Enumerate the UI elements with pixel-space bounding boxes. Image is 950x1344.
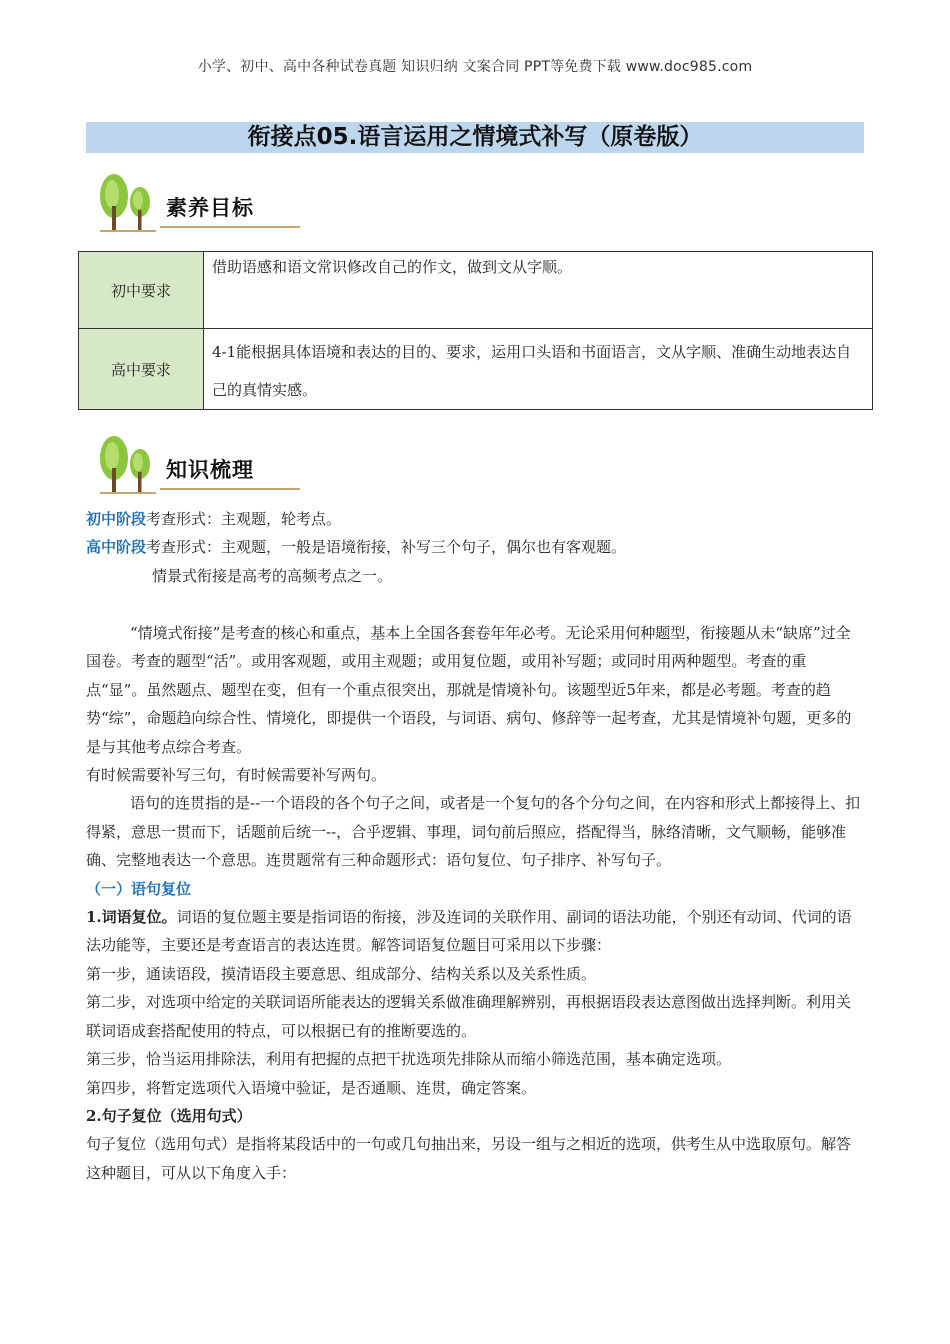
section-heading-goals [96, 172, 306, 234]
requirement-label: 初中要求 [79, 252, 204, 329]
document-title: 衔接点05.语言运用之情境式补写（原卷版） [86, 122, 864, 153]
section-title-knowledge: 知识梳理 [166, 458, 254, 482]
stage-note: 情景式衔接是高考的高频考点之一。 [152, 566, 393, 585]
requirements-table [78, 251, 873, 410]
requirement-text: 借助语感和语文常识修改自己的作文，做到文从字顺。 [204, 252, 873, 329]
junior-stage [86, 505, 864, 533]
step: 第二步，对选项中给定的关联词语所能表达的逻辑关系做准确理解辨别，再根据语段表达意图做出选择判断。利用关联词语成套搭配使用的特点，可以根据已有的推断要选的。 [86, 993, 852, 1040]
senior-stage-label: 高中阶段 [86, 538, 147, 557]
senior-stage-text: 考查形式：主观题，一般是语境衔接，补写三个句子，偶尔也有客观题。 [146, 538, 627, 557]
section-underline [160, 488, 300, 490]
section-heading-knowledge [96, 434, 306, 496]
page-header: 小学、初中、高中各种试卷真题 知识归纳 文案合同 PPT等免费下载 www.doc985.com [197, 59, 753, 75]
tree-icon [96, 434, 160, 496]
junior-stage-text: 考查形式：主观题，轮考点。 [146, 510, 342, 528]
table-row [79, 329, 873, 410]
junior-stage-label: 初中阶段 [86, 510, 147, 528]
item-title: 2.句子复位（选用句式） [86, 1106, 252, 1125]
stage-block [86, 505, 864, 590]
section-title-goals: 素养目标 [166, 196, 254, 220]
paragraph: 句子复位（选用句式）是指将某段话中的一句或几句抽出来，另设一组与之相近的选项，供考生从中选取原句。解答这种题目，可从以下角度入手： [86, 1135, 852, 1182]
paragraph: “情境式衔接”是考查的核心和重点，基本上全国各套卷年年必考。无论采用何种题型，衔接题从未“缺席”过全国卷。考查的题型“活”。或用客观题，或用主观题；或用复位题，或用补写题；或同时用两种题型。考查的重点“显”。虽然题点、题型在变，但有一个重点很突出，那就是情境补句。该题型近5年来，都是必考题。考查的趋势“综”，命题趋向综合性、情境化，即提供一个语段，与词语、病句、修辞等一起考查，尤其是情境补句题，更多的是与其他考点综合考查。 [86, 624, 852, 756]
step: 第三步，恰当运用排除法，利用有把握的点把干扰选项先排除从而缩小筛选范围，基本确定选项。 [86, 1050, 732, 1069]
requirement-text: 4-1能根据具体语境和表达的目的、要求，运用口头语和书面语言，文从字顺、准确生动地表达自己的真情实感。 [204, 329, 873, 410]
table-row [79, 252, 873, 329]
step: 第四步，将暂定选项代入语境中验证，是否通顺、连贯，确定答案。 [86, 1078, 537, 1097]
item-text: 词语的复位题主要是指词语的衔接，涉及连词的关联作用、副词的语法功能，个别还有动词、代词的语法功能等，主要还是考查语言的表达连贯。解答词语复位题目可采用以下步骤： [86, 908, 852, 955]
requirement-label: 高中要求 [79, 329, 204, 410]
paragraph [86, 903, 864, 960]
subsection-heading: （一）语句复位 [86, 879, 192, 898]
step: 第一步，通读语段，摸清语段主要意思、组成部分、结构关系以及关系性质。 [86, 964, 597, 983]
tree-icon [96, 172, 160, 234]
item-title: 1.词语复位。 [86, 908, 177, 927]
body-content [86, 619, 864, 1187]
paragraph: 有时候需要补写三句，有时候需要补写两句。 [86, 766, 387, 785]
senior-stage [86, 533, 864, 561]
paragraph: 语句的连贯指的是--一个语段的各个句子之间，或者是一个复句的各个分句之间，在内容和形式上都接得上、扣得紧，意思一贯而下，话题前后统一--，合乎逻辑、事理，词句前后照应，搭配得当，脉络清晰，文气顺畅，能够准确、完整地表达一个意思。连贯题常有三种命题形式：语句复位、句子排序、补写句子。 [86, 794, 861, 870]
section-underline [160, 226, 300, 228]
